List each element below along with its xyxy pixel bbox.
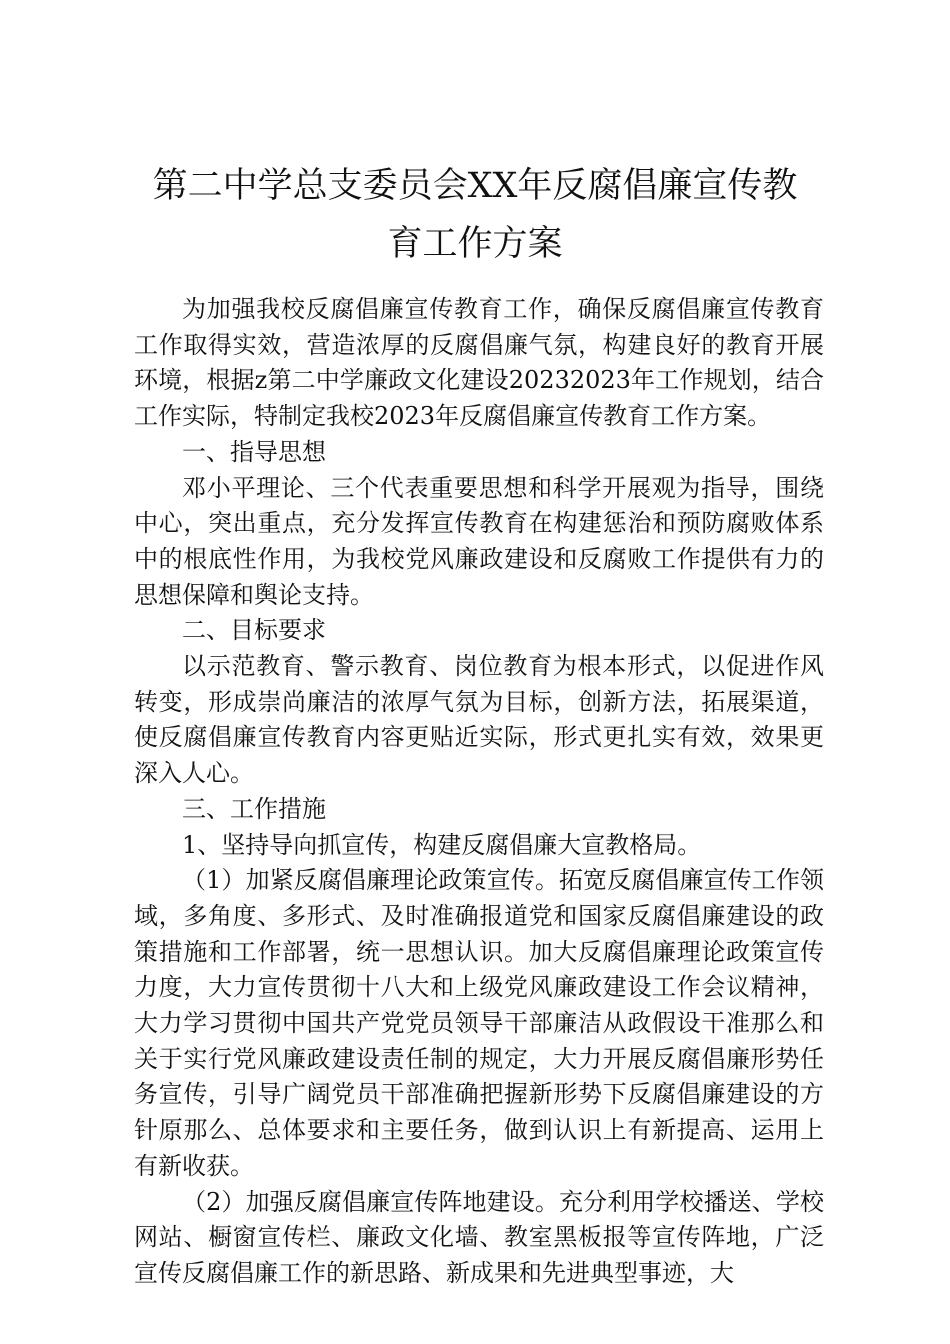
measure-1-item-1-paragraph: （1）加紧反腐倡廉理论政策宣传。拓宽反腐倡廉宣传工作领域，多角度、多形式、及时准确报道党和国家反腐倡廉建设的政策措施和工作部署，统一思想认识。加大反腐倡廉理论政策宣传力度，大力宣传贯彻十八大和上级党风廉政建设工作会议精神，大力学习贯彻中国共产党党员领导干部廉洁从政假设干准那么和关于实行党风廉政建设责任制的规定，大力开展反腐倡廉形势任务宣传，引导广阔党员干部准确把握新形势下反腐倡廉建设的方针原那么、总体要求和主要任务，做到认识上有新提高、运用上有新收获。 <box>134 866 824 1180</box>
measure-1-item-2-paragraph: （2）加强反腐倡廉宣传阵地建设。充分利用学校播送、学校网站、橱窗宣传栏、廉政文化墙、教室黑板报等宣传阵地，广泛宣传反腐倡廉工作的新思路、新成果和先进典型事迹，大 <box>134 1187 824 1287</box>
section-heading-guiding-thought: 一、指导思想 <box>182 437 326 466</box>
measure-1-heading: 1、坚持导向抓宣传，构建反腐倡廉大宣教格局。 <box>182 830 702 859</box>
section-heading-measures: 三、工作措施 <box>182 794 326 823</box>
intro-paragraph: 为加强我校反腐倡廉宣传教育工作，确保反腐倡廉宣传教育工作取得实效，营造浓厚的反腐倡廉气氛，构建良好的教育开展环境，根据z第二中学廉政文化建设20232023年工作规划，结合工作实际，特制定我校2023年反腐倡廉宣传教育工作方案。 <box>134 295 824 431</box>
document-body <box>134 292 824 1292</box>
section-heading-goals: 二、目标要求 <box>182 616 326 645</box>
document-title-line-2: 育工作方案 <box>387 224 563 264</box>
goals-paragraph: 以示范教育、警示教育、岗位教育为根本形式，以促进作风转变，形成崇尚廉洁的浓厚气氛为目标，创新方法，拓展渠道，使反腐倡廉宣传教育内容更贴近实际，形式更扎实有效，效果更深入人心。 <box>134 652 824 788</box>
guiding-thought-paragraph: 邓小平理论、三个代表重要思想和科学开展观为指导，围绕中心，突出重点，充分发挥宣传教育在构建惩治和预防腐败体系中的根底性作用，为我校党风廉政建设和反腐败工作提供有力的思想保障和舆论支持。 <box>134 473 824 609</box>
document-title-line-1: 第二中学总支委员会XX年反腐倡廉宣传教 <box>152 166 798 206</box>
